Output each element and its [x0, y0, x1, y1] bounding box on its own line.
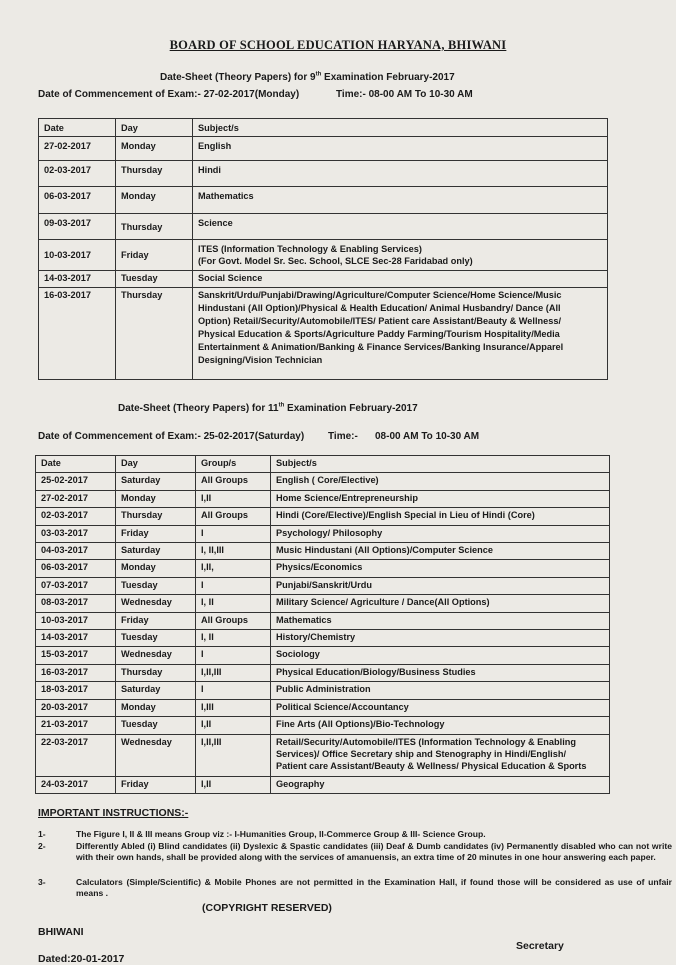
cell-group: I	[196, 577, 271, 594]
copyright-notice: (COPYRIGHT RESERVED)	[202, 902, 332, 914]
cell-day: Wednesday	[116, 734, 196, 776]
table-row	[36, 560, 610, 577]
cell-date: 15-03-2017	[36, 647, 116, 664]
table-row	[36, 647, 610, 664]
cell-date: 21-03-2017	[36, 717, 116, 734]
table-row	[39, 287, 608, 379]
table-row	[39, 270, 608, 287]
table-row	[36, 595, 610, 612]
cell-group: I	[196, 525, 271, 542]
table-row	[36, 717, 610, 734]
cell-subject: ITES (Information Technology & Enabling Services) (For Govt. Model Sr. Sec. School, SLCE Sec-28 Faridabad only)	[193, 239, 608, 270]
instruction-number: 3-	[38, 877, 46, 887]
cell-day: Friday	[116, 612, 196, 629]
cell-group: I, II,III	[196, 543, 271, 560]
cell-group: I,II	[196, 490, 271, 507]
instruction-text: Differently Abled (i) Blind candidates (ii) Dyslexic & Spastic candidates (iii) Deaf & Dumb candidates (iv) Permanently disabled who can not write with their own hands, shall be provided along with the services of amanuensis, an extra time of 20 minutes in one hour answering each paper.	[76, 841, 672, 862]
cell-subject: Home Science/Entrepreneurship	[271, 490, 610, 507]
cell-date: 02-03-2017	[36, 508, 116, 525]
cell-day: Monday	[116, 186, 193, 213]
cell-group: I	[196, 647, 271, 664]
class11-sheet-title: Date-Sheet (Theory Papers) for 11th Examination February-2017	[118, 402, 418, 414]
cell-date: 08-03-2017	[36, 595, 116, 612]
table-row	[36, 508, 610, 525]
cell-day: Thursday	[116, 213, 193, 239]
cell-subject: Hindi	[193, 160, 608, 186]
header-day: Day	[116, 119, 193, 137]
header-subjects: Subject/s	[193, 119, 608, 137]
cell-subject: Psychology/ Philosophy	[271, 525, 610, 542]
cell-subject: Sanskrit/Urdu/Punjabi/Drawing/Agriculture/Computer Science/Home Science/Music Hindustani (All Option)/Physical & Health Education/ Animal Husbandry/ Dance (All Option) Retail/Security/Automobile/ITES/ Patient care Assistant/Beauty & Wellness/ Physical Education & Sports/Agriculture Paddy Farming/Tourism Hospitality/Media Entertainment & Animation/Banking & Finance Services/Banking Insurance/Apparel Designing/Vision Technician	[193, 287, 608, 379]
issue-date: Dated:20-01-2017	[38, 953, 125, 965]
cell-subject: Science	[193, 213, 608, 239]
cell-day: Tuesday	[116, 270, 193, 287]
cell-date: 20-03-2017	[36, 699, 116, 716]
cell-subject: Geography	[271, 776, 610, 793]
class9-commencement: Date of Commencement of Exam:- 27-02-2017(Monday)	[38, 89, 300, 100]
cell-group: I,II	[196, 717, 271, 734]
cell-day: Saturday	[116, 682, 196, 699]
cell-day: Tuesday	[116, 717, 196, 734]
cell-day: Thursday	[116, 160, 193, 186]
table-row	[36, 734, 610, 776]
cell-date: 14-03-2017	[36, 630, 116, 647]
cell-date: 16-03-2017	[39, 287, 116, 379]
cell-day: Wednesday	[116, 595, 196, 612]
cell-group: I,III	[196, 699, 271, 716]
cell-subject: English ( Core/Elective)	[271, 473, 610, 490]
cell-date: 09-03-2017	[39, 213, 116, 239]
class11-time-label: Time:-	[328, 431, 358, 442]
cell-subject: Public Administration	[271, 682, 610, 699]
table-row	[36, 630, 610, 647]
cell-subject: Military Science/ Agriculture / Dance(All Options)	[271, 595, 610, 612]
cell-subject: Retail/Security/Automobile/ITES (Information Technology & Enabling Services)/ Office Secretary ship and Stenography in Hindi/English/ Patient care Assistant/Beauty & Wellness/ Physical Education & Sports	[271, 734, 610, 776]
cell-group: I,II	[196, 776, 271, 793]
cell-subject: Sociology	[271, 647, 610, 664]
cell-date: 04-03-2017	[36, 543, 116, 560]
cell-subject: Political Science/Accountancy	[271, 699, 610, 716]
table-row	[39, 186, 608, 213]
table-row	[36, 682, 610, 699]
cell-day: Tuesday	[116, 577, 196, 594]
cell-day: Friday	[116, 776, 196, 793]
instruction-number: 1-	[38, 829, 46, 839]
table-row	[39, 160, 608, 186]
page-title: BOARD OF SCHOOL EDUCATION HARYANA, BHIWANI	[169, 38, 507, 52]
header-day: Day	[116, 456, 196, 473]
table-row	[36, 577, 610, 594]
class9-time: Time:- 08-00 AM To 10-30 AM	[336, 89, 473, 100]
table-row	[36, 490, 610, 507]
table-row	[36, 473, 610, 490]
cell-date: 22-03-2017	[36, 734, 116, 776]
cell-day: Friday	[116, 239, 193, 270]
instruction-text: Calculators (Simple/Scientific) & Mobile Phones are not permitted in the Examination Hall, if found those will be considered as use of unfair means .	[76, 877, 672, 898]
cell-subject: Hindi (Core/Elective)/English Special in Lieu of Hindi (Core)	[271, 508, 610, 525]
cell-day: Monday	[116, 560, 196, 577]
cell-subject: Punjabi/Sanskrit/Urdu	[271, 577, 610, 594]
header-date: Date	[39, 119, 116, 137]
cell-day: Tuesday	[116, 630, 196, 647]
class9-date-sheet-table	[38, 118, 608, 380]
instruction-number: 2-	[38, 841, 46, 851]
header-date: Date	[36, 456, 116, 473]
cell-date: 02-03-2017	[39, 160, 116, 186]
cell-subject: History/Chemistry	[271, 630, 610, 647]
cell-subject: Physics/Economics	[271, 560, 610, 577]
cell-day: Friday	[116, 525, 196, 542]
cell-day: Monday	[116, 699, 196, 716]
cell-group: I, II	[196, 630, 271, 647]
cell-date: 06-03-2017	[39, 186, 116, 213]
table-header-row	[36, 456, 610, 473]
cell-day: Monday	[116, 490, 196, 507]
cell-group: All Groups	[196, 473, 271, 490]
class11-commencement: Date of Commencement of Exam:- 25-02-2017(Saturday)	[38, 431, 305, 442]
cell-group: All Groups	[196, 612, 271, 629]
cell-day: Thursday	[116, 287, 193, 379]
cell-group: I,II,	[196, 560, 271, 577]
cell-group: All Groups	[196, 508, 271, 525]
signatory: Secretary	[516, 940, 564, 952]
cell-date: 03-03-2017	[36, 525, 116, 542]
instruction-text: The Figure I, II & III means Group viz :- I-Humanities Group, II-Commerce Group & III- Science Group.	[76, 829, 486, 839]
cell-group: I,II,III	[196, 734, 271, 776]
header-groups: Group/s	[196, 456, 271, 473]
table-row	[39, 136, 608, 160]
cell-date: 24-03-2017	[36, 776, 116, 793]
instructions-heading: IMPORTANT INSTRUCTIONS:-	[38, 807, 189, 819]
cell-group: I,II,III	[196, 664, 271, 681]
cell-group: I	[196, 682, 271, 699]
cell-subject: English	[193, 136, 608, 160]
class11-time: 08-00 AM To 10-30 AM	[375, 431, 480, 442]
table-row	[36, 612, 610, 629]
cell-day: Wednesday	[116, 647, 196, 664]
table-row	[36, 776, 610, 793]
cell-date: 16-03-2017	[36, 664, 116, 681]
cell-group: I, II	[196, 595, 271, 612]
cell-subject: Mathematics	[271, 612, 610, 629]
cell-day: Monday	[116, 136, 193, 160]
place-name: BHIWANI	[38, 926, 84, 938]
cell-day: Saturday	[116, 543, 196, 560]
cell-date: 18-03-2017	[36, 682, 116, 699]
class9-sheet-title: Date-Sheet (Theory Papers) for 9th Examination February-2017	[160, 71, 455, 83]
cell-subject: Physical Education/Biology/Business Studies	[271, 664, 610, 681]
table-header-row	[39, 119, 608, 137]
table-row	[36, 699, 610, 716]
cell-day: Thursday	[116, 664, 196, 681]
cell-day: Thursday	[116, 508, 196, 525]
cell-date: 10-03-2017	[36, 612, 116, 629]
cell-subject: Fine Arts (All Options)/Bio-Technology	[271, 717, 610, 734]
table-row	[36, 664, 610, 681]
cell-subject: Social Science	[193, 270, 608, 287]
cell-subject: Music Hindustani (All Options)/Computer Science	[271, 543, 610, 560]
cell-date: 07-03-2017	[36, 577, 116, 594]
cell-date: 27-02-2017	[36, 490, 116, 507]
cell-date: 06-03-2017	[36, 560, 116, 577]
cell-day: Saturday	[116, 473, 196, 490]
table-row	[39, 239, 608, 270]
table-row	[36, 543, 610, 560]
table-row	[36, 525, 610, 542]
cell-subject: Mathematics	[193, 186, 608, 213]
table-row	[39, 213, 608, 239]
header-subjects: Subject/s	[271, 456, 610, 473]
cell-date: 10-03-2017	[39, 239, 116, 270]
class11-date-sheet-table	[35, 455, 610, 794]
cell-date: 14-03-2017	[39, 270, 116, 287]
cell-date: 27-02-2017	[39, 136, 116, 160]
cell-date: 25-02-2017	[36, 473, 116, 490]
